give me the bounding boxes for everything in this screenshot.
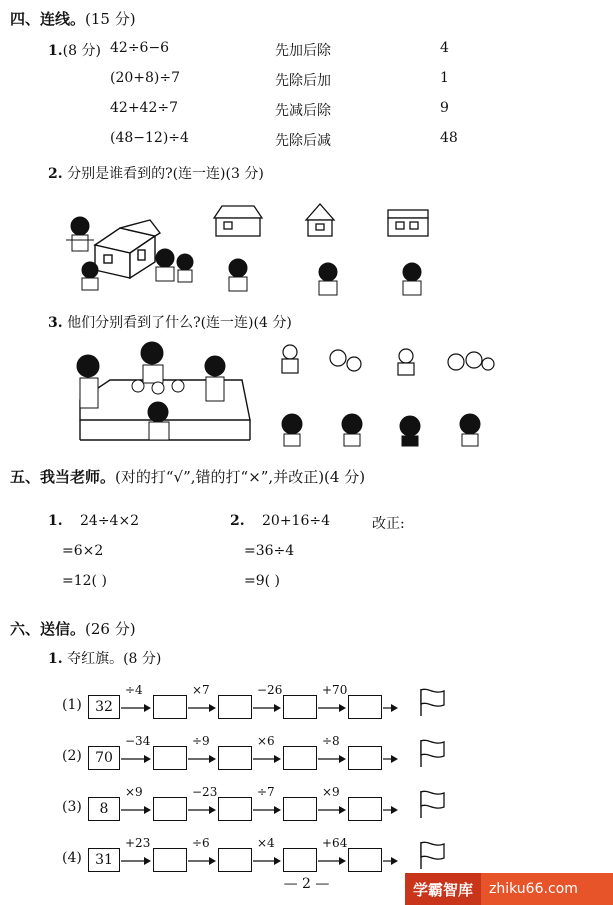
flag-icon [418, 840, 448, 870]
chain-answer-box[interactable] [153, 848, 187, 872]
chain-operation: +70 [322, 683, 348, 697]
p1-line-2: =6×2 [62, 543, 104, 559]
chain-operation: ÷4 [125, 683, 143, 697]
chain-operation: ÷6 [192, 836, 210, 850]
arrow-icon [318, 702, 350, 714]
toy-view-options-icon [282, 345, 494, 375]
q3-heading: 3. 他们分别看到了什么?(连一连)(4 分) [48, 315, 292, 331]
chain-operation: ÷8 [322, 734, 340, 748]
chain-answer-box[interactable] [348, 797, 382, 821]
chain-label: (4) [62, 850, 82, 866]
chain-answer-box[interactable] [153, 797, 187, 821]
arrow-icon [188, 753, 220, 765]
match-left-1: 42÷6−6 [110, 40, 170, 56]
chain-operation: +23 [125, 836, 151, 850]
chain-answer-box[interactable] [348, 695, 382, 719]
match-middle-3: 先减后除 [275, 103, 331, 119]
chain-answer-box[interactable] [153, 695, 187, 719]
section6-title: 六、送信。(26 分) [10, 620, 136, 638]
chain-operation: −34 [125, 734, 151, 748]
brand-name: 学霸智库 [405, 873, 481, 905]
arrow-icon [318, 753, 350, 765]
flag-icon [418, 738, 448, 768]
chain-answer-box[interactable] [283, 797, 317, 821]
chain-answer-box[interactable] [348, 746, 382, 770]
match-middle-1: 先加后除 [275, 43, 331, 59]
chain-start-value: 31 [88, 848, 120, 872]
arrow-icon [121, 753, 155, 765]
chain-answer-box[interactable] [283, 848, 317, 872]
arrow-icon [188, 855, 220, 867]
arrow-icon [383, 702, 402, 714]
p2-line-1: 20+16÷4 [262, 513, 330, 529]
chain-start-value: 70 [88, 746, 120, 770]
arrow-icon [121, 855, 155, 867]
chain-label: (2) [62, 748, 82, 764]
brand-url: zhiku66.com [489, 881, 578, 897]
s6-q1-heading: 1. 夺红旗。(8 分) [48, 651, 162, 667]
chain-operation: ×9 [322, 785, 340, 799]
chain-label: (3) [62, 799, 82, 815]
brand-logo [405, 873, 613, 905]
chain-start-value: 8 [88, 797, 120, 821]
section5-title: 五、我当老师。(对的打“√”,错的打“×”,并改正)(4 分) [10, 468, 366, 486]
chain-answer-box[interactable] [218, 797, 252, 821]
arrow-icon [121, 702, 155, 714]
chain-operation: −26 [257, 683, 283, 697]
chain-operation: −23 [192, 785, 218, 799]
q1-heading: 1.(8 分) [48, 43, 101, 59]
chain-answer-box[interactable] [218, 695, 252, 719]
q2-heading: 2. 分别是谁看到的?(连一连)(3 分) [48, 166, 264, 182]
chain-operation: ×7 [192, 683, 210, 697]
match-left-3: 42+42÷7 [110, 100, 178, 116]
arrow-icon [383, 855, 402, 867]
arrow-icon [318, 804, 350, 816]
chain-start-value: 32 [88, 695, 120, 719]
toys-on-table-icon [132, 380, 184, 394]
arrow-icon [253, 855, 285, 867]
p2-line-3: =9( ) [244, 573, 281, 589]
p1-line-1: 24÷4×2 [80, 513, 140, 529]
arrow-icon [383, 753, 402, 765]
chain-operation: +64 [322, 836, 348, 850]
match-middle-2: 先除后加 [275, 73, 331, 89]
chain-answer-box[interactable] [153, 746, 187, 770]
p1-label: 1. [48, 513, 63, 529]
arrow-icon [383, 804, 402, 816]
chain-answer-box[interactable] [283, 746, 317, 770]
chain-answer-box[interactable] [218, 746, 252, 770]
match-right-1: 4 [440, 40, 449, 56]
match-right-4: 48 [440, 130, 458, 146]
arrow-icon [253, 702, 285, 714]
p1-line-3: =12( ) [62, 573, 107, 589]
chain-label: (1) [62, 697, 82, 713]
match-middle-4: 先除后减 [275, 133, 331, 149]
chain-operation: ÷9 [192, 734, 210, 748]
chain-operation: ×6 [257, 734, 275, 748]
arrow-icon [253, 804, 285, 816]
match-left-4: (48−12)÷4 [110, 130, 189, 146]
flag-icon [418, 687, 448, 717]
match-right-3: 9 [440, 100, 449, 116]
arrow-icon [253, 753, 285, 765]
arrow-icon [121, 804, 155, 816]
chain-operation: ÷7 [257, 785, 275, 799]
match-left-2: (20+8)÷7 [110, 70, 181, 86]
p2-line-2: =36÷4 [244, 543, 295, 559]
section4-title: 四、连线。(15 分) [10, 10, 136, 28]
arrow-icon [318, 855, 350, 867]
arrow-icon [188, 702, 220, 714]
match-right-2: 1 [440, 70, 449, 86]
flag-icon [418, 789, 448, 819]
chain-operation: ×4 [257, 836, 275, 850]
chain-operation: ×9 [125, 785, 143, 799]
p2-correction-label: 改正: [372, 516, 405, 532]
page-number: — 2 — [283, 876, 330, 892]
arrow-icon [188, 804, 220, 816]
chain-answer-box[interactable] [218, 848, 252, 872]
chain-answer-box[interactable] [348, 848, 382, 872]
chain-answer-box[interactable] [283, 695, 317, 719]
child-face-options-icon [282, 414, 480, 446]
p2-label: 2. [230, 513, 245, 529]
